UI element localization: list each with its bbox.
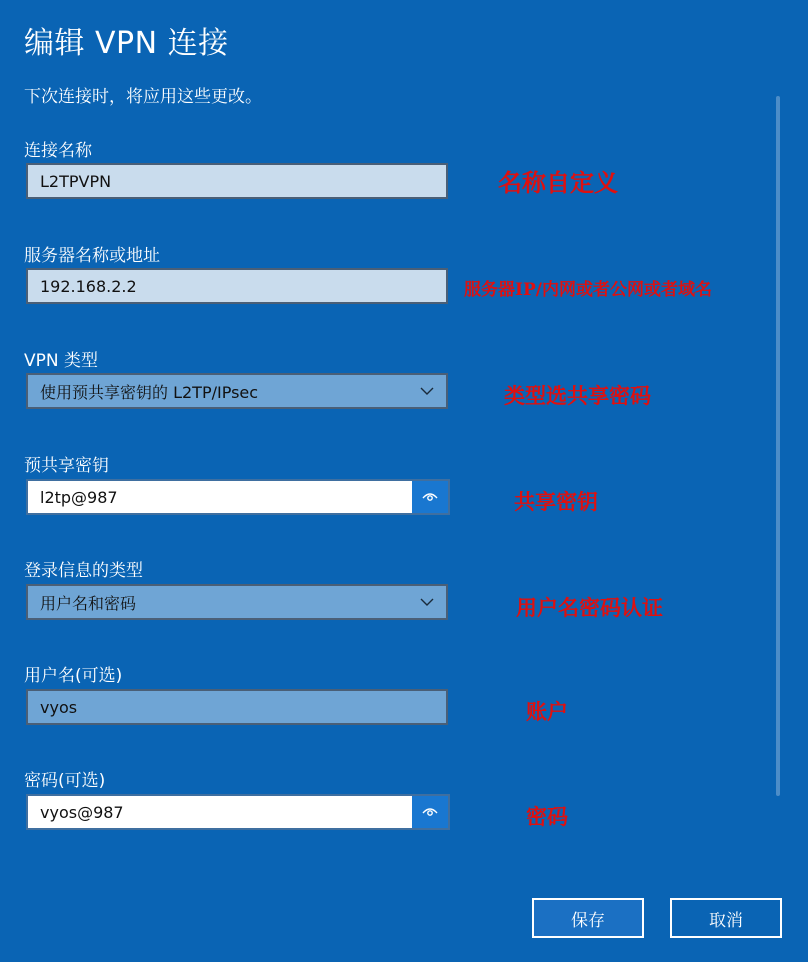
password-field[interactable]	[26, 794, 450, 830]
server-address-field[interactable]	[26, 268, 448, 304]
eye-icon	[422, 491, 438, 503]
psk-label: 预共享密钥	[24, 456, 109, 476]
annotation-server: 服务器IP/内网或者公网或者域名	[464, 280, 712, 300]
username-value: vyos	[40, 697, 78, 717]
reveal-psk-button[interactable]	[412, 481, 448, 513]
vpn-type-dropdown[interactable]	[26, 373, 448, 409]
chevron-down-icon	[420, 384, 434, 398]
annotation-account: 账户	[526, 699, 568, 724]
password-label: 密码(可选)	[24, 771, 106, 791]
scrollbar[interactable]	[776, 96, 780, 796]
psk-value: l2tp@987	[40, 487, 118, 507]
dialog-subtitle: 下次连接时，将应用这些更改。	[24, 87, 262, 107]
annotation-password: 密码	[526, 804, 568, 829]
username-field[interactable]	[26, 689, 448, 725]
save-button[interactable]: 保存	[532, 898, 644, 938]
password-value: vyos@987	[40, 802, 124, 822]
reveal-password-button[interactable]	[412, 796, 448, 828]
psk-field[interactable]	[26, 479, 450, 515]
vpn-type-value: 使用预共享密钥的 L2TP/IPsec	[40, 382, 259, 402]
eye-icon	[422, 806, 438, 818]
signin-type-value: 用户名和密码	[40, 593, 137, 613]
signin-type-dropdown[interactable]	[26, 584, 448, 620]
server-label: 服务器名称或地址	[24, 246, 160, 266]
server-address-value: 192.168.2.2	[40, 276, 137, 296]
vpn-type-label: VPN 类型	[24, 351, 99, 371]
annotation-psk: 共享密钥	[514, 489, 598, 514]
connection-name-value: L2TPVPN	[40, 171, 112, 191]
signin-type-label: 登录信息的类型	[24, 561, 143, 581]
cancel-button[interactable]: 取消	[670, 898, 782, 938]
annotation-auth: 用户名密码认证	[516, 595, 663, 620]
dialog-title: 编辑 VPN 连接	[24, 26, 229, 61]
chevron-down-icon	[420, 595, 434, 609]
username-label: 用户名(可选)	[24, 666, 123, 686]
connection-name-label: 连接名称	[24, 141, 92, 161]
annotation-name: 名称自定义	[498, 168, 618, 197]
annotation-type: 类型选共享密码	[504, 383, 651, 408]
connection-name-field[interactable]	[26, 163, 448, 199]
